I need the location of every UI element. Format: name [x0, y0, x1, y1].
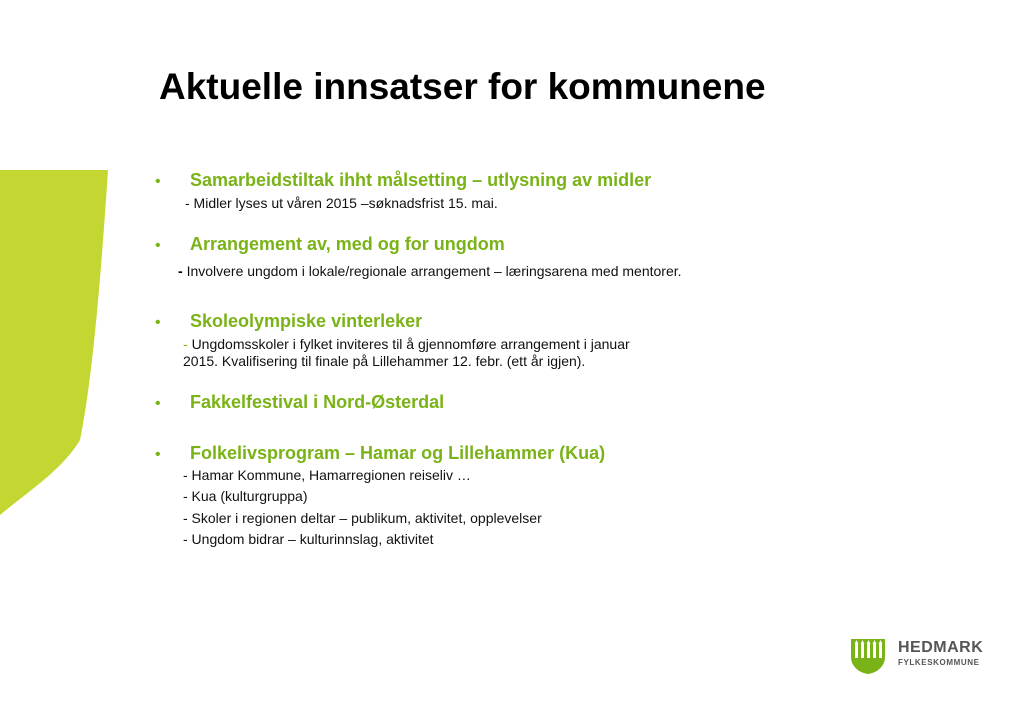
- logo-name: HEDMARK: [898, 639, 984, 656]
- bullet-item-samarbeidstiltak: [155, 170, 651, 191]
- bullet-subline: - Hamar Kommune, Hamarregionen reiseliv …: [183, 467, 471, 483]
- bullet-heading: Samarbeidstiltak ihht målsetting – utlysning av midler: [190, 170, 652, 190]
- hedmark-logo: [850, 637, 990, 677]
- subline-text: Ungdomsskoler i fylket inviteres til å gjennomføre arrangement i januar: [191, 336, 630, 352]
- bullet-item-fakkelfestival: [155, 392, 444, 413]
- bullet-subline: - Skoler i regionen deltar – publikum, aktivitet, opplevelser: [183, 510, 542, 526]
- dash-marker: -: [183, 336, 188, 352]
- decorative-side-shape: [0, 0, 120, 715]
- bullet-subline: [178, 263, 682, 279]
- slide-title: Aktuelle innsatser for kommunene: [159, 66, 766, 107]
- logo-subtitle: FYLKESKOMMUNE: [898, 658, 980, 667]
- bullet-icon: •: [155, 173, 161, 190]
- dash-marker: -: [178, 263, 183, 279]
- bullet-icon: •: [155, 314, 161, 331]
- bullet-heading: Arrangement av, med og for ungdom: [190, 234, 505, 254]
- bullet-icon: •: [155, 237, 161, 254]
- bullet-item-skoleolympiske: [155, 311, 422, 332]
- bullet-heading: Fakkelfestival i Nord-Østerdal: [190, 392, 445, 412]
- bullet-subline: - Midler lyses ut våren 2015 –søknadsfrist 15. mai.: [185, 195, 498, 211]
- coat-of-arms-icon: [850, 637, 886, 675]
- bullet-subline: 2015. Kvalifisering til finale på Lillehammer 12. febr. (ett år igjen).: [183, 353, 586, 369]
- bullet-subline: - Kua (kulturgruppa): [183, 488, 308, 504]
- bullet-heading: Folkelivsprogram – Hamar og Lillehammer (Kua): [190, 443, 606, 463]
- bullet-item-arrangement: [155, 234, 505, 255]
- bullet-heading: Skoleolympiske vinterleker: [190, 311, 423, 331]
- bullet-icon: •: [155, 395, 161, 412]
- bullet-item-folkelivsprogram: [155, 443, 605, 464]
- bullet-subline: - Ungdom bidrar – kulturinnslag, aktivitet: [183, 531, 434, 547]
- bullet-subline: [183, 336, 630, 352]
- bullet-icon: •: [155, 446, 161, 463]
- subline-text: Involvere ungdom i lokale/regionale arrangement – læringsarena med mentorer.: [186, 263, 682, 279]
